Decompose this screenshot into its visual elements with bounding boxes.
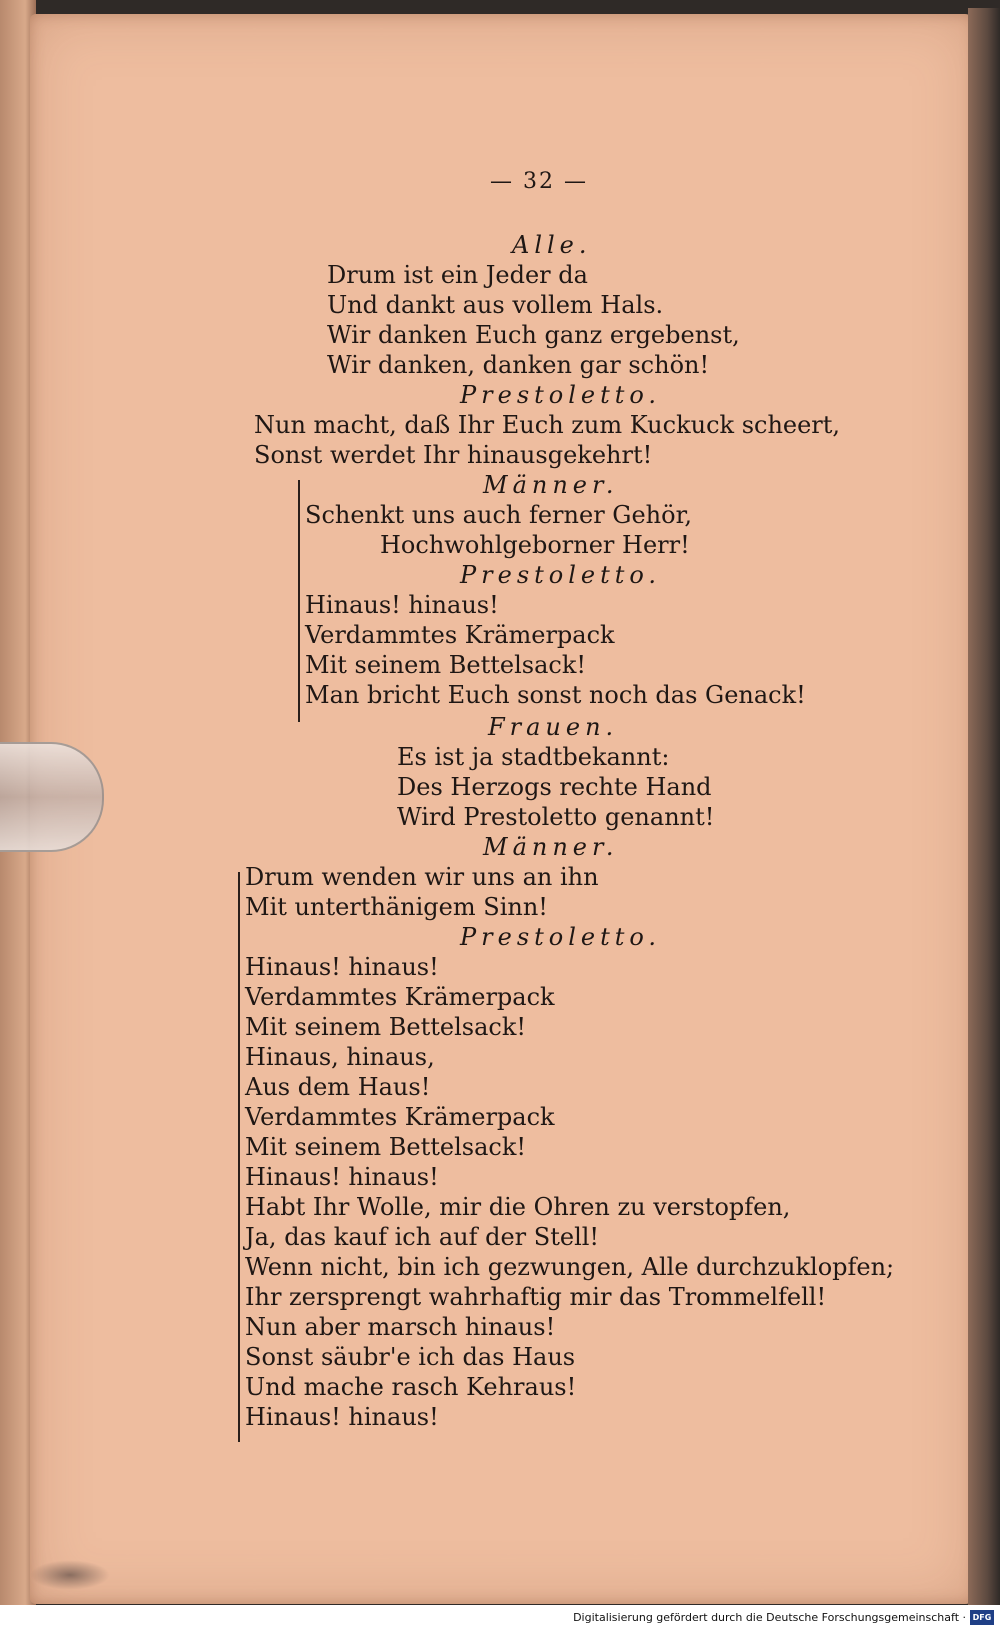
speaker-heading: Frauen. (488, 713, 619, 741)
verse-line: Schenkt uns auch ferner Gehör, (305, 501, 693, 529)
verse-line: Des Herzogs rechte Hand (397, 773, 712, 801)
verse-line: Wenn nicht, bin ich gezwungen, Alle durchzuklopfen; (245, 1253, 895, 1281)
dfg-logo: DFG (970, 1610, 994, 1625)
verse-line: Sonst werdet Ihr hinausgekehrt! (254, 441, 653, 469)
page-clip (0, 742, 104, 852)
verse-line: Mit unterthänigem Sinn! (245, 893, 548, 921)
verse-line: Nun macht, daß Ihr Euch zum Kuckuck scheert, (254, 411, 841, 439)
verse-line: Und mache rasch Kehraus! (245, 1373, 577, 1401)
verse-line: Und dankt aus vollem Hals. (327, 291, 664, 319)
verse-line: Hinaus! hinaus! (245, 953, 439, 981)
verse-line: Hinaus! hinaus! (305, 591, 499, 619)
verse-line: Wir danken, danken gar schön! (327, 351, 710, 379)
footer-credit: Digitalisierung gefördert durch die Deutsche Forschungsgemeinschaft · (573, 1611, 966, 1624)
speaker-heading: Prestoletto. (460, 923, 662, 951)
speaker-heading: Alle. (512, 231, 592, 259)
page-right-edge (968, 8, 1000, 1606)
speaker-heading: Prestoletto. (460, 561, 662, 589)
speaker-heading: Männer. (483, 471, 619, 499)
verse-line: Habt Ihr Wolle, mir die Ohren zu verstopfen, (245, 1193, 791, 1221)
verse-line: Man bricht Euch sonst noch das Genack! (305, 681, 806, 709)
verse-line: Es ist ja stadtbekannt: (397, 743, 670, 771)
verse-line: Wir danken Euch ganz ergebenst, (327, 321, 740, 349)
verse-line: Verdammtes Krämerpack (245, 983, 555, 1011)
verse-line: Aus dem Haus! (245, 1073, 431, 1101)
verse-line: Drum wenden wir uns an ihn (245, 863, 599, 891)
verse-line: Hinaus! hinaus! (245, 1403, 439, 1431)
verse-line: Ihr zersprengt wahrhaftig mir das Trommelfell! (245, 1283, 827, 1311)
verse-line: Sonst säubr'e ich das Haus (245, 1343, 576, 1371)
speaker-heading: Prestoletto. (460, 381, 662, 409)
footer-bar (0, 1605, 1000, 1631)
verse-line: Verdammtes Krämerpack (305, 621, 615, 649)
brace-bracket (238, 872, 240, 1442)
verse-line: Verdammtes Krämerpack (245, 1103, 555, 1131)
verse-line: Mit seinem Bettelsack! (245, 1013, 527, 1041)
verse-line: Mit seinem Bettelsack! (245, 1133, 527, 1161)
verse-line: Drum ist ein Jeder da (327, 261, 588, 289)
verse-line: Hochwohlgeborner Herr! (380, 531, 690, 559)
verse-line: Ja, das kauf ich auf der Stell! (245, 1223, 600, 1251)
verse-line: Mit seinem Bettelsack! (305, 651, 587, 679)
verse-line: Hinaus! hinaus! (245, 1163, 439, 1191)
verse-line: Wird Prestoletto genannt! (397, 803, 715, 831)
speaker-heading: Männer. (483, 833, 619, 861)
page-number: — 32 — (490, 169, 588, 194)
brace-bracket (298, 480, 300, 722)
verse-line: Nun aber marsch hinaus! (245, 1313, 556, 1341)
verse-line: Hinaus, hinaus, (245, 1043, 435, 1071)
ink-stain (30, 1560, 110, 1590)
